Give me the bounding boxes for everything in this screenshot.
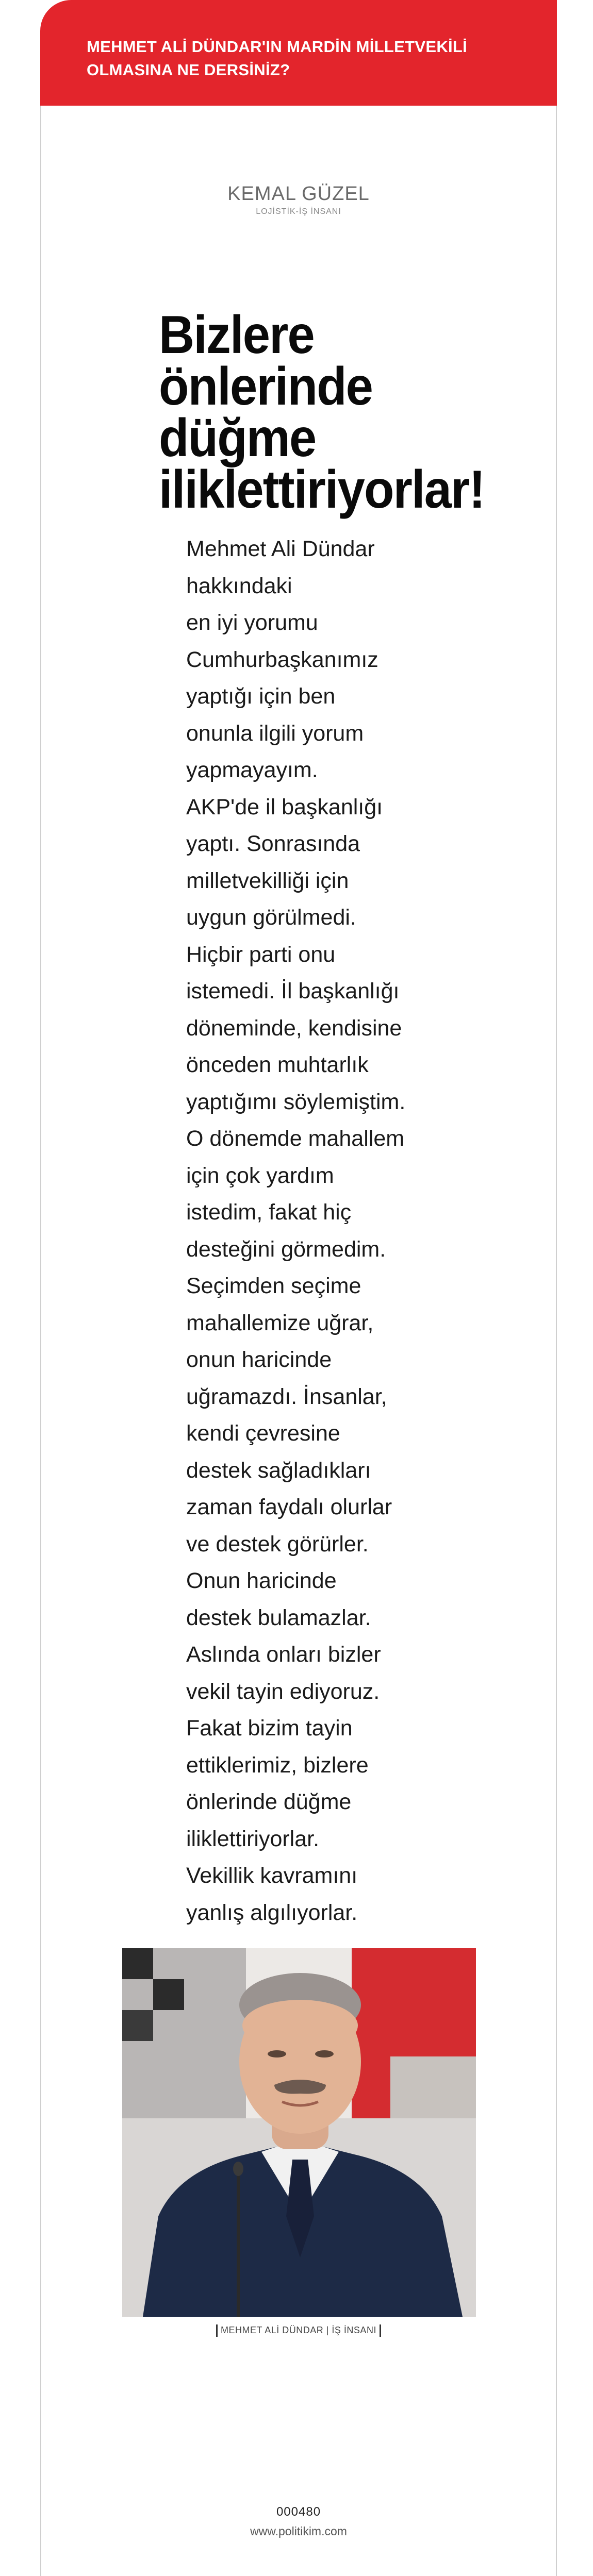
article-body: [186, 531, 475, 1931]
left-border: [40, 106, 41, 2576]
footer: [40, 2505, 557, 2538]
body-line: döneminde, kendisine: [186, 1015, 402, 1041]
headline-line: Bizlere: [159, 305, 314, 365]
body-line: Cumhurbaşkanımız: [186, 647, 378, 672]
body-line: yanlış algılıyorlar.: [186, 1900, 358, 1925]
body-line: vekil tayin ediyoruz.: [186, 1679, 380, 1704]
right-border: [556, 106, 557, 2576]
body-line: istedim, fakat hiç: [186, 1200, 352, 1225]
caption-bar: [380, 2324, 381, 2337]
body-line: ettiklerimiz, bizlere: [186, 1752, 369, 1778]
body-line: yaptığımı söylemiştim.: [186, 1089, 406, 1114]
body-line: mahallemize uğrar,: [186, 1310, 374, 1335]
body-line: Vekillik kavramını: [186, 1863, 358, 1888]
body-line: onun haricinde: [186, 1347, 332, 1372]
headline-line: önlerinde: [159, 357, 373, 416]
body-line: önceden muhtarlık: [186, 1052, 369, 1077]
body-line: Fakat bizim tayin: [186, 1716, 353, 1741]
body-line: onunla ilgili yorum: [186, 721, 364, 746]
body-line: için çok yardım: [186, 1163, 334, 1188]
body-line: uygun görülmedi.: [186, 905, 356, 930]
body-line: zaman faydalı olurlar: [186, 1495, 392, 1519]
page-number: 000480: [276, 2505, 321, 2519]
website-link[interactable]: www.politikim.com: [250, 2524, 347, 2538]
photo-caption: [40, 2324, 557, 2337]
caption-text: MEHMET ALİ DÜNDAR | İŞ İNSANI: [221, 2324, 376, 2335]
header-banner: [40, 0, 557, 106]
article-card: [40, 0, 557, 2576]
headline: [159, 305, 519, 520]
headline-line: düğme: [159, 408, 316, 468]
body-line: Aslında onları bizler: [186, 1642, 381, 1667]
body-line: yaptı. Sonrasında: [186, 831, 360, 856]
body-line: milletvekilliği için: [186, 868, 349, 893]
body-line: Seçimden seçime: [186, 1274, 361, 1298]
body-line: önlerinde düğme: [186, 1789, 352, 1814]
body-line: destek bulamazlar.: [186, 1605, 371, 1630]
author-name: KEMAL GÜZEL: [227, 183, 370, 205]
author-role: LOJİSTİK-İŞ İNSANI: [256, 207, 341, 216]
body-line: O dönemde mahallem: [186, 1126, 405, 1151]
body-line: yaptığı için ben: [186, 684, 336, 709]
body-line: desteğini görmedim.: [186, 1236, 386, 1262]
body-line: uğramazdı. İnsanlar,: [186, 1384, 387, 1409]
portrait-photo: [122, 1948, 476, 2317]
headline-line: iliklettiriyorlar!: [159, 460, 485, 520]
body-line: AKP'de il başkanlığı: [186, 794, 383, 819]
body-line: en iyi yorumu: [186, 610, 318, 635]
body-line: kendi çevresine: [186, 1421, 340, 1446]
body-line: iliklettiriyorlar.: [186, 1826, 320, 1851]
body-line: destek sağladıkları: [186, 1458, 371, 1483]
banner-title: MEHMET ALİ DÜNDAR'IN MARDİN MİLLETVEKİLİ OLMASINA NE DERSİNİZ?: [87, 38, 468, 79]
caption-bar: [216, 2324, 218, 2337]
body-line: yapmayayım.: [186, 758, 318, 782]
body-line: istemedi. İl başkanlığı: [186, 979, 400, 1003]
body-line: Mehmet Ali Dündar: [186, 537, 375, 561]
body-line: hakkındaki: [186, 573, 292, 598]
body-line: Hiçbir parti onu: [186, 942, 336, 967]
byline: [40, 183, 557, 216]
body-line: Onun haricinde: [186, 1568, 337, 1593]
body-line: ve destek görürler.: [186, 1531, 369, 1557]
